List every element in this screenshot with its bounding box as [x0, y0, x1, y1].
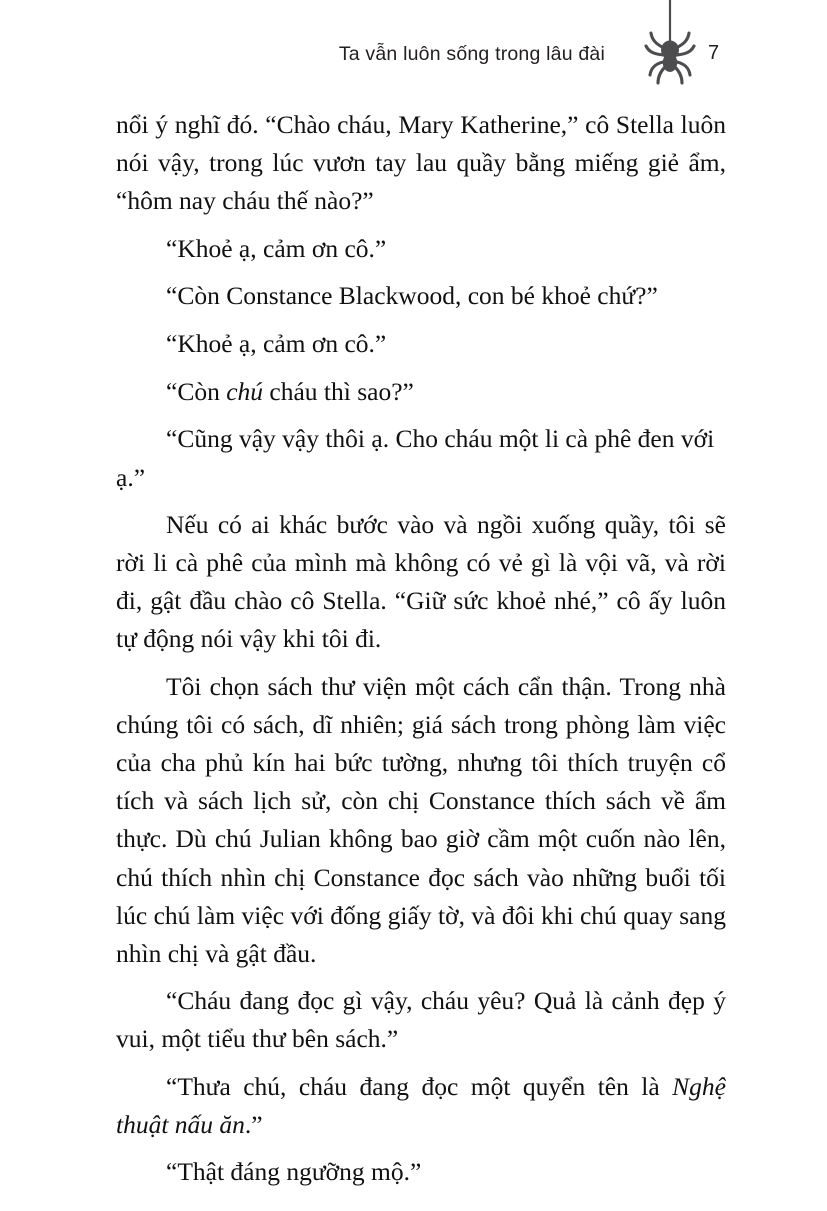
paragraph-text-before: “Thưa chú, cháu đang đọc một quyển tên là — [166, 1071, 673, 1101]
running-head-title: Ta vẫn luôn sống trong lâu đài — [338, 43, 605, 65]
paragraph-text-after: .” — [244, 1109, 263, 1139]
book-title-italic: Nghệ thuật nấu ăn — [116, 1071, 726, 1139]
paragraph — [116, 1068, 726, 1144]
paragraph: Nếu có ai khác bước vào và ngồi xuống quầy, tôi sẽ rời li cà phê của mình mà không có vẻ gì là vội vã, và rời đi, gật đầu chào cô Stella. “Giữ sức khoẻ nhé,” cô ấy luôn tự động nói vậy khi tôi đi. — [116, 509, 726, 654]
paragraph: “Khoẻ ạ, cảm ơn cô.” — [166, 329, 387, 359]
paragraph-text-before: “Còn — [166, 376, 227, 406]
emphasis-text: chú — [226, 376, 264, 406]
paragraph: “Khoẻ ạ, cảm ơn cô.” — [166, 233, 387, 263]
body-text-column — [116, 106, 726, 1191]
paragraph: “Cũng vậy vậy thôi ạ. Cho cháu một li cà phê đen với ạ.” — [116, 424, 715, 492]
page-number: 7 — [708, 42, 720, 64]
paragraph — [116, 373, 726, 411]
paragraph: “Thật đáng ngưỡng mộ.” — [166, 1157, 422, 1187]
paragraph-text-after: cháu thì sao?” — [263, 376, 414, 406]
spider-icon — [644, 0, 696, 88]
paragraph: Tôi chọn sách thư viện một cách cẩn thận. Trong nhà chúng tôi có sách, dĩ nhiên; giá sách trong phòng làm việc của cha phủ kín hai bức tường, nhưng tôi thích truyện cổ tích và sách lịch sử, còn chị Constance thích sách về ẩm thực. Dù chú Julian không bao giờ cầm một cuốn nào lên, chú thích nhìn chị Constance đọc sách vào những buổi tối lúc chú làm việc với đống giấy tờ, và đôi khi chú quay sang nhìn chị và gật đầu. — [116, 671, 726, 969]
paragraph: “Cháu đang đọc gì vậy, cháu yêu? Quả là cảnh đẹp ý vui, một tiểu thư bên sách.” — [116, 986, 726, 1054]
paragraph: “Còn Constance Blackwood, con bé khoẻ chứ?” — [166, 281, 658, 311]
running-head — [0, 40, 827, 80]
paragraph: nổi ý nghĩ đó. “Chào cháu, Mary Katherine,” cô Stella luôn nói vậy, trong lúc vươn tay lau quầy bằng miếng giẻ ẩm, “hôm nay cháu thế nào?” — [116, 110, 726, 216]
